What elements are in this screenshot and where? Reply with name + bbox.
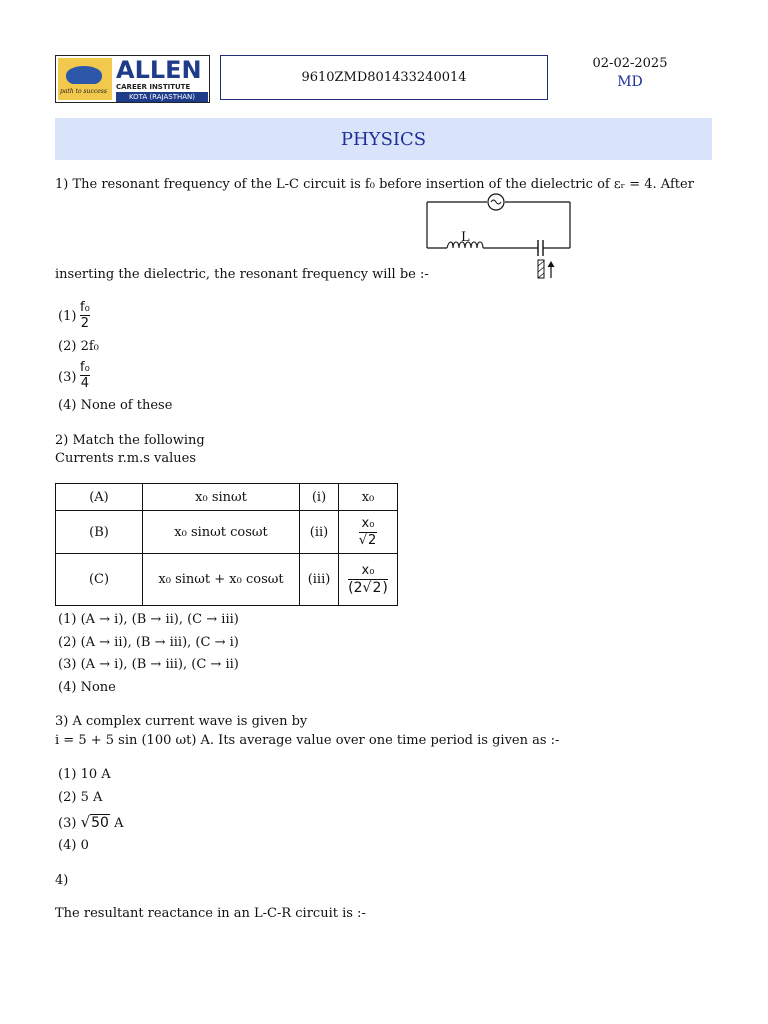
q1-option-2 xyxy=(58,339,99,354)
option-text: (A → ii), (B → iii), (C → i) xyxy=(80,635,239,650)
option-text: 0 xyxy=(80,838,89,853)
fraction-denominator: 2 xyxy=(80,316,90,331)
logo-subtitle: CAREER INSTITUTE xyxy=(116,83,191,91)
table-row xyxy=(56,511,398,554)
option-number: (1) xyxy=(58,767,77,782)
option-text: None xyxy=(80,680,116,695)
q3-line2: i = 5 + 5 sin (100 ωt) A. Its average value over one time period is given as :- xyxy=(55,733,560,748)
q1-option-4 xyxy=(58,398,172,413)
q1-option-3-fraction xyxy=(80,360,90,392)
option-number: (2) xyxy=(58,339,77,354)
row-label: (C) xyxy=(56,554,143,606)
q3-option-4 xyxy=(58,838,89,853)
q2-subtitle: Currents r.m.s values xyxy=(55,451,197,466)
option-number: (3) xyxy=(58,816,77,831)
option-text: None of these xyxy=(80,398,173,413)
row-roman: (i) xyxy=(300,484,339,511)
lc-circuit-diagram xyxy=(420,190,580,285)
exam-date: 02-02-2025 xyxy=(592,56,668,71)
option-text: 10 A xyxy=(80,767,111,782)
q3-line1: 3) A complex current wave is given by xyxy=(55,714,308,729)
radicand: 2 xyxy=(372,580,382,596)
allen-logo xyxy=(55,55,210,103)
option-unit: A xyxy=(114,816,124,831)
q2-option-2 xyxy=(58,635,239,650)
paper-code: 9610ZMD801433240014 xyxy=(301,70,467,85)
logo-location: KOTA (RAJASTHAN) xyxy=(116,92,208,102)
row-expression: x₀ sinωt + x₀ cosωt xyxy=(143,554,300,606)
denominator-prefix: 2 xyxy=(353,580,363,596)
radicand: 50 xyxy=(91,815,109,831)
option-number: (2) xyxy=(58,635,77,650)
q1-text-line1: 1) The resonant frequency of the L-C circuit is f₀ before insertion of the dielectric of εᵣ = 4. After xyxy=(55,177,694,192)
q3-option-1 xyxy=(58,767,111,782)
radicand: 2 xyxy=(368,532,377,548)
match-table xyxy=(55,483,398,606)
option-number: (3) xyxy=(58,657,77,672)
row-roman: (ii) xyxy=(300,511,339,554)
inductor-label: L xyxy=(461,230,470,245)
row-label: (B) xyxy=(56,511,143,554)
option-text: (A → i), (B → ii), (C → iii) xyxy=(80,612,239,627)
q2-title: 2) Match the following xyxy=(55,433,205,448)
row-label: (A) xyxy=(56,484,143,511)
fraction-numerator: x₀ xyxy=(361,515,375,531)
option-number: (1) xyxy=(58,612,77,627)
row-roman: (iii) xyxy=(300,554,339,606)
q2-option-4 xyxy=(58,680,116,695)
q1-option-1-fraction xyxy=(80,300,90,332)
row-expression: x₀ sinωt xyxy=(143,484,300,511)
subject-banner xyxy=(55,118,712,160)
option-number: (2) xyxy=(58,790,77,805)
q1-text-line2: inserting the dielectric, the resonant frequency will be :- xyxy=(55,267,429,282)
row-expression: x₀ sinωt cosωt xyxy=(143,511,300,554)
table-row xyxy=(56,554,398,606)
paper-code-box xyxy=(220,55,548,100)
q4-text: The resultant reactance in an L-C-R circuit is :- xyxy=(55,906,366,921)
logo-name: ALLEN xyxy=(116,56,202,84)
row-value: $\frac{\text{x₀}}{(2√2)}$ xyxy=(339,554,398,606)
fraction-numerator: f₀ xyxy=(80,360,90,375)
fraction-denominator: 4 xyxy=(80,376,90,391)
q3-option-3: (3) √50 A xyxy=(58,813,124,831)
logo-tagline: path to success xyxy=(60,88,107,95)
option-number: (4) xyxy=(58,680,77,695)
fraction-numerator: x₀ xyxy=(361,563,375,578)
subject-title: PHYSICS xyxy=(340,128,427,150)
row-value: x₀ xyxy=(339,484,398,511)
exam-stream: MD xyxy=(617,74,643,90)
graduation-cap-icon xyxy=(66,66,102,84)
q1-option-1-number: (1) xyxy=(58,309,77,324)
option-text: 2f₀ xyxy=(80,339,99,354)
q2-option-3 xyxy=(58,657,239,672)
q1-option-3-number: (3) xyxy=(58,370,77,385)
q2-option-1 xyxy=(58,612,239,627)
option-text: (A → i), (B → iii), (C → ii) xyxy=(80,657,239,672)
option-number: (4) xyxy=(58,838,77,853)
option-number: (4) xyxy=(58,398,77,413)
option-text: 5 A xyxy=(80,790,103,805)
q4-number: 4) xyxy=(55,873,69,888)
row-value: $\frac{\text{x₀}}{√2}$ xyxy=(339,511,398,554)
table-row xyxy=(56,484,398,511)
q3-option-2 xyxy=(58,790,102,805)
fraction-numerator: f₀ xyxy=(80,300,90,315)
